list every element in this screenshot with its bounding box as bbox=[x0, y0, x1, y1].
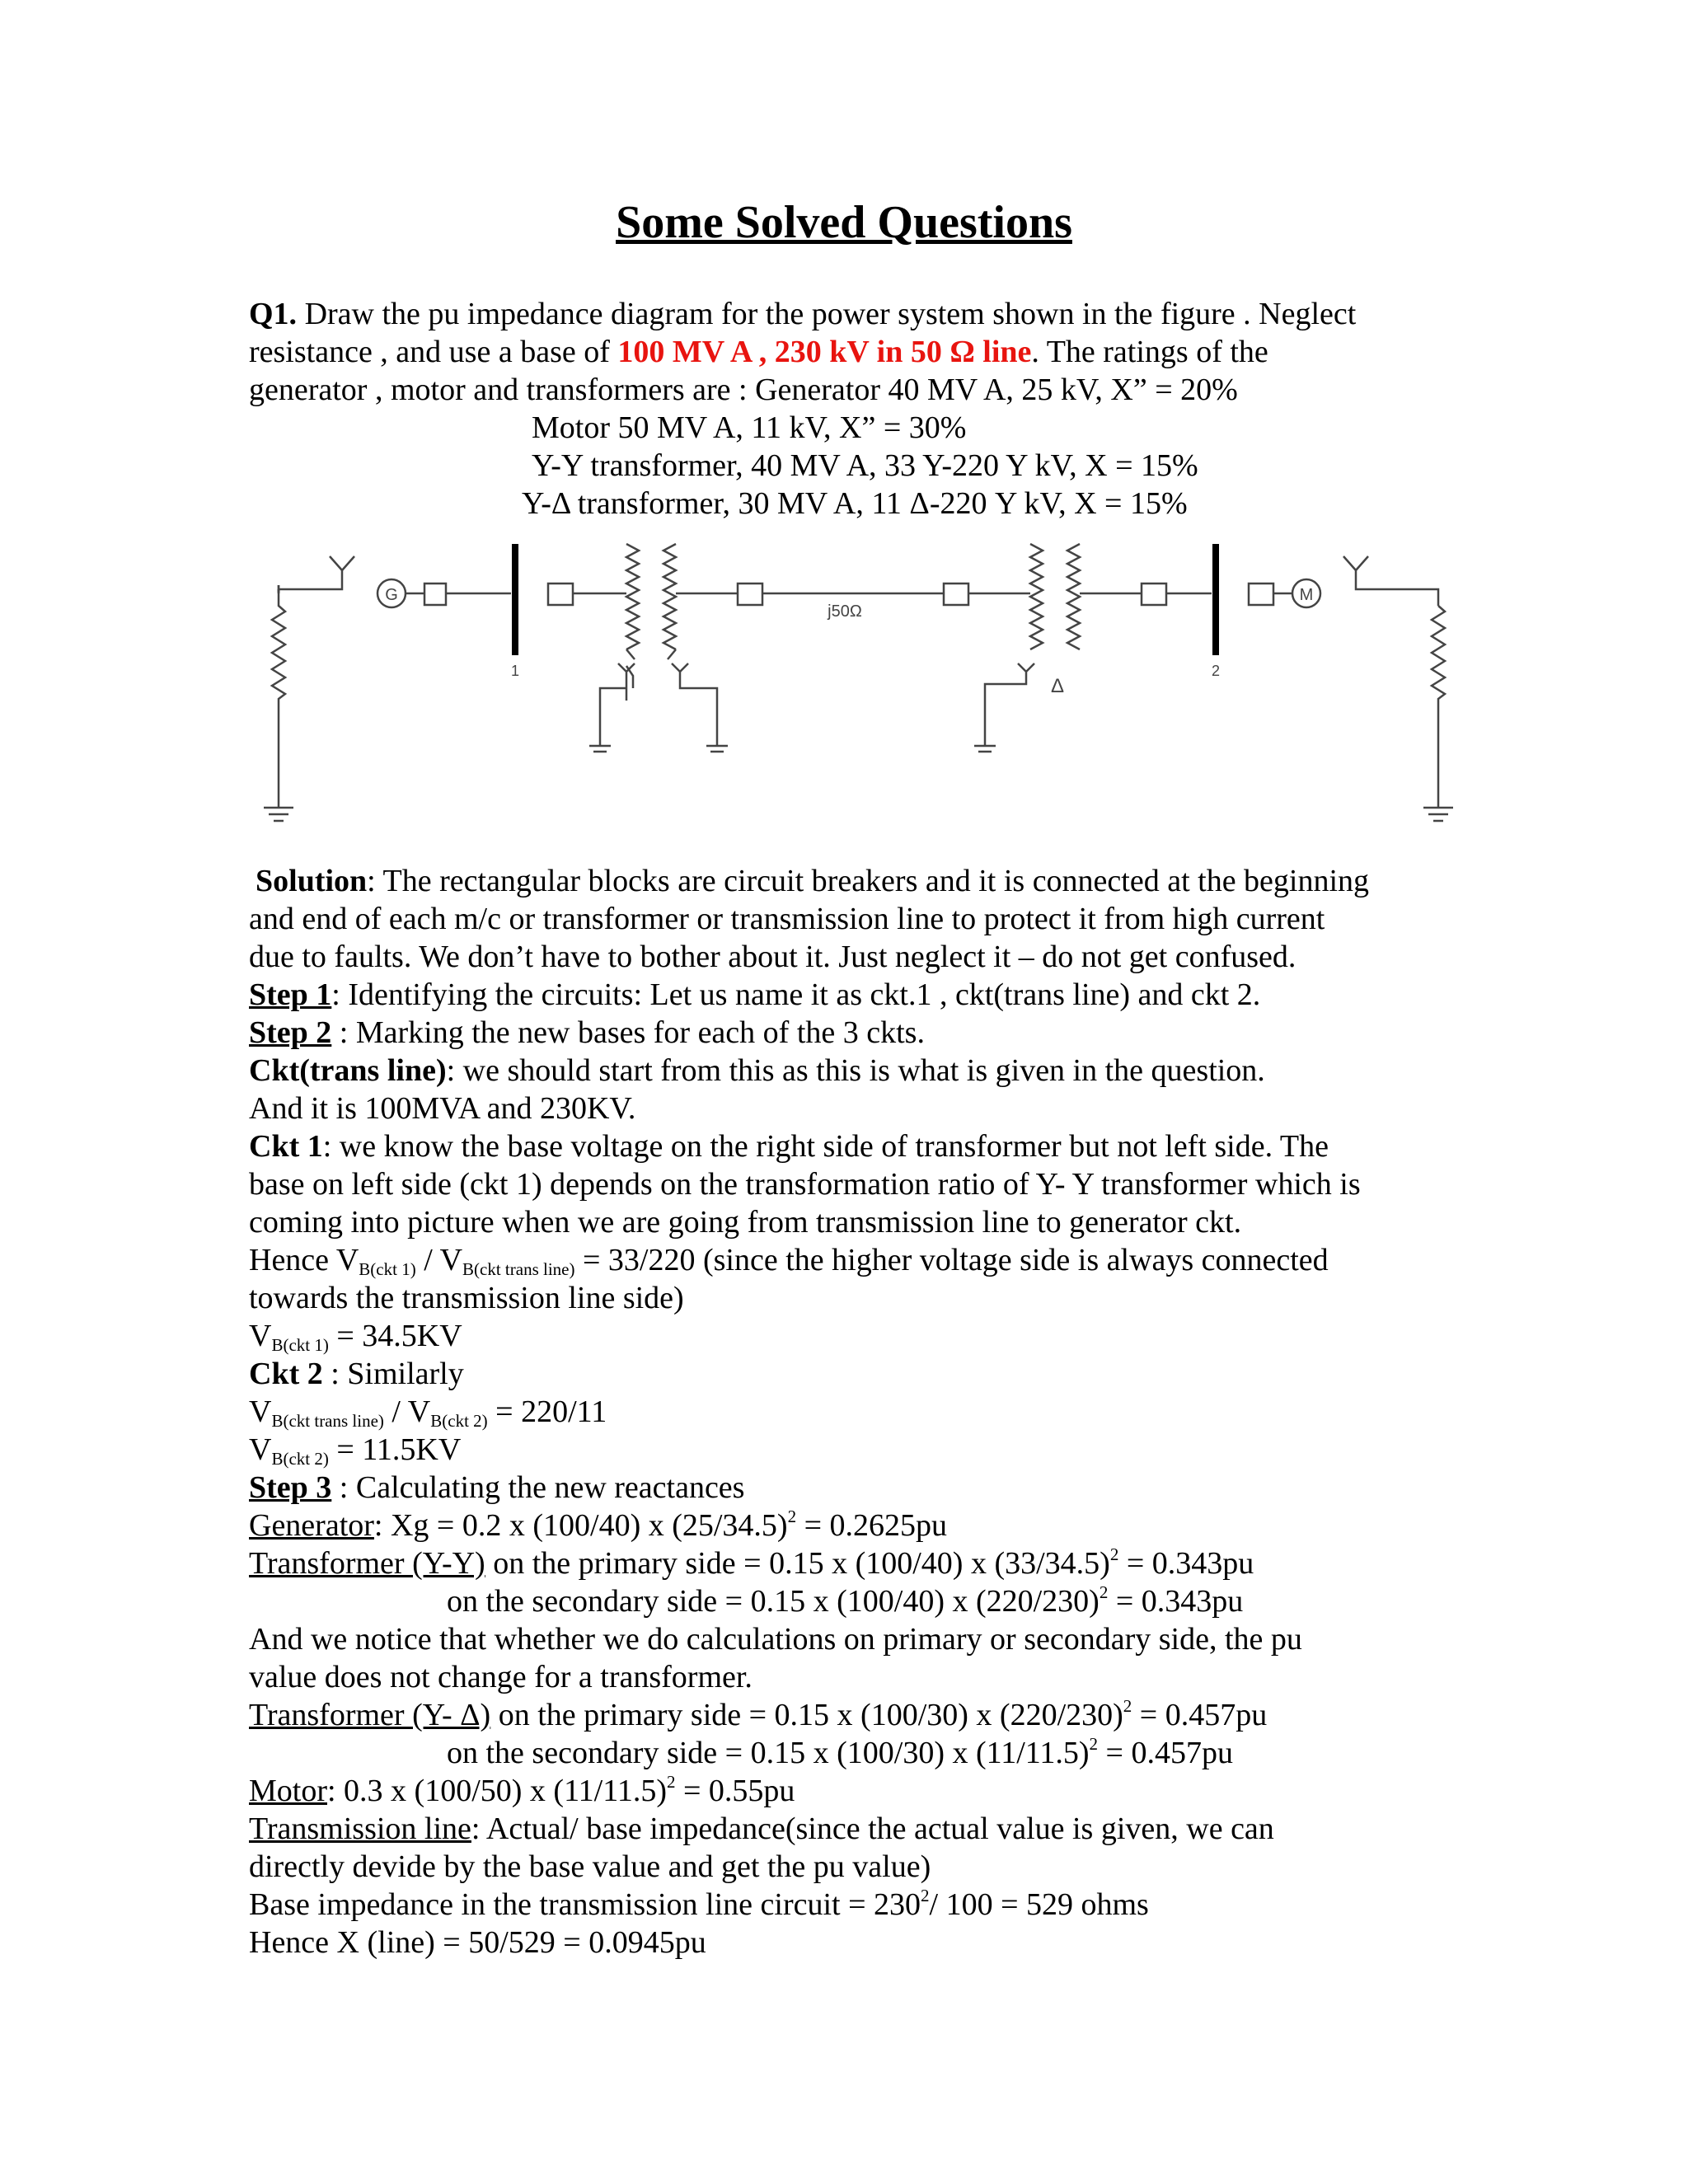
ydelta-transformer-icon bbox=[1030, 544, 1080, 649]
calc-text: = 0.55pu bbox=[675, 1774, 795, 1808]
breaker-3 bbox=[738, 583, 762, 605]
calc-text: = 0.343pu bbox=[1118, 1546, 1254, 1581]
motor-wye-icon bbox=[1343, 556, 1368, 570]
subscript: B(ckt trans line) bbox=[462, 1259, 575, 1279]
ratio-text: = 220/11 bbox=[487, 1394, 607, 1429]
vb-text: V bbox=[249, 1319, 272, 1353]
calc-text: on the primary side = 0.15 x (100/30) x (220/230) bbox=[490, 1698, 1123, 1732]
ckt-trans-line bbox=[249, 1052, 1265, 1090]
step-3-line bbox=[249, 1469, 744, 1507]
step-2-line bbox=[249, 1014, 925, 1052]
motor-heading: Motor bbox=[249, 1774, 327, 1808]
question-text: Draw the pu impedance diagram for the power system shown in the figure . Neglect bbox=[297, 297, 1357, 331]
calc-text: on the primary side = 0.15 x (100/40) x (33/34.5) bbox=[485, 1546, 1110, 1581]
breaker-5 bbox=[1142, 583, 1166, 605]
ckt-1-text: : we know the base voltage on the right side of transformer but not left side. The bbox=[322, 1129, 1329, 1164]
yy-transformer-rating: Y-Y transformer, 40 MV A, 33 Y-220 Y kV, X = 15% bbox=[532, 448, 1198, 483]
transformer-ydelta-heading: Transformer (Y- Δ) bbox=[249, 1698, 491, 1732]
yy-secondary-ground bbox=[672, 663, 728, 752]
superscript: 2 bbox=[787, 1507, 797, 1526]
delta-symbol: Δ bbox=[1051, 675, 1065, 697]
yy-primary-ground bbox=[589, 663, 635, 752]
line-reactance-result: Hence X (line) = 50/529 = 0.0945pu bbox=[249, 1925, 706, 1960]
breaker-6 bbox=[1249, 583, 1273, 605]
ckt-1-line-2: base on left side (ckt 1) depends on the transformation ratio of Y- Y transformer which is bbox=[249, 1167, 1361, 1202]
step-2-text: : Marking the new bases for each of the 3 ckts. bbox=[331, 1015, 925, 1050]
vb-text: V bbox=[249, 1432, 272, 1467]
generator-label: G bbox=[385, 586, 398, 604]
solution-line-1 bbox=[256, 862, 1369, 900]
ckt-trans-label: Ckt(trans line) bbox=[249, 1053, 447, 1088]
superscript: 2 bbox=[1123, 1696, 1132, 1716]
calc-text: = 0.457pu bbox=[1098, 1736, 1233, 1770]
calc-text: = 0.457pu bbox=[1132, 1698, 1268, 1732]
ckt-2-label: Ckt 2 bbox=[249, 1357, 323, 1391]
yy-transformer-icon bbox=[626, 544, 676, 659]
question-text: resistance , and use a base of bbox=[249, 335, 618, 369]
step-1-text: : Identifying the circuits: Let us name it as ckt.1 , ckt(trans line) and ckt 2. bbox=[331, 977, 1261, 1012]
ratio-1-line-2: towards the transmission line side) bbox=[249, 1281, 684, 1315]
yy-secondary-line bbox=[447, 1582, 1243, 1620]
ckt-trans-line-2: And it is 100MVA and 230KV. bbox=[249, 1091, 636, 1126]
question-text: . The ratings of the bbox=[1031, 335, 1268, 369]
vb-text: = 34.5KV bbox=[328, 1319, 462, 1353]
calc-text: = 0.2625pu bbox=[796, 1508, 948, 1543]
calc-text: : Actual/ base impedance(since the actual value is given, we can bbox=[471, 1811, 1274, 1846]
base-values-highlight: 100 MV A , 230 kV in 50 Ω line bbox=[617, 335, 1032, 369]
power-system-diagram bbox=[239, 511, 1475, 841]
generator-wye-icon bbox=[330, 556, 354, 570]
question-label: Q1. bbox=[249, 297, 298, 331]
ratio-text: / V bbox=[383, 1394, 431, 1429]
step-1-line bbox=[249, 976, 1260, 1014]
step-3-text: : Calculating the new reactances bbox=[331, 1470, 745, 1505]
ratio-text: = 33/220 (since the higher voltage side is always connected bbox=[574, 1243, 1329, 1277]
note-line-2: value does not change for a transformer. bbox=[249, 1660, 753, 1694]
question-line-1 bbox=[249, 295, 1356, 333]
yy-primary-line bbox=[249, 1544, 1254, 1582]
base-impedance-line bbox=[249, 1886, 1149, 1924]
superscript: 2 bbox=[1109, 1544, 1119, 1564]
subscript: B(ckt trans line) bbox=[271, 1411, 384, 1431]
solution-text: : The rectangular blocks are circuit breakers and it is connected at the beginning bbox=[367, 864, 1370, 898]
bus-1-label: 1 bbox=[510, 663, 520, 679]
solution-line-3: due to faults. We don’t have to bother about it. Just neglect it – do not get confused. bbox=[249, 940, 1296, 974]
solution-line-2: and end of each m/c or transformer or transmission line to protect it from high current bbox=[249, 902, 1325, 936]
ckt-trans-text: : we should start from this as this is what is given in the question. bbox=[446, 1053, 1265, 1088]
calc-text: : Xg = 0.2 x (100/40) x (25/34.5) bbox=[373, 1508, 788, 1543]
ydelta-transformer-rating: Y-Δ transformer, 30 MV A, 11 Δ-220 Y kV, X = 15% bbox=[522, 486, 1188, 521]
step-1-label: Step 1 bbox=[249, 977, 332, 1012]
ckt-1-line bbox=[249, 1127, 1329, 1165]
solution-label: Solution bbox=[256, 864, 368, 898]
transmission-line-line-2: directly devide by the base value and get the pu value) bbox=[249, 1849, 931, 1884]
calc-text: Base impedance in the transmission line circuit = 230 bbox=[249, 1887, 921, 1922]
calc-text: on the secondary side = 0.15 x (100/30) x (11/11.5) bbox=[447, 1736, 1090, 1770]
page-title: Some Solved Questions bbox=[616, 197, 1072, 248]
motor-label: M bbox=[1299, 586, 1314, 604]
ckt-1-label: Ckt 1 bbox=[249, 1129, 323, 1164]
subscript: B(ckt 1) bbox=[271, 1335, 329, 1355]
ckt-1-line-3: coming into picture when we are going from transmission line to generator ckt. bbox=[249, 1205, 1242, 1240]
transmission-line-heading: Transmission line bbox=[249, 1811, 471, 1846]
calc-text: on the secondary side = 0.15 x (100/40) x (220/230) bbox=[447, 1584, 1100, 1619]
motor-rating: Motor 50 MV A, 11 kV, X” = 30% bbox=[532, 410, 967, 445]
question-line-2 bbox=[249, 333, 1268, 371]
ckt-2-text: : Similarly bbox=[322, 1357, 464, 1391]
superscript: 2 bbox=[921, 1886, 930, 1905]
ckt-2-line bbox=[249, 1355, 464, 1393]
step-2-label: Step 2 bbox=[249, 1015, 332, 1050]
step-3-label: Step 3 bbox=[249, 1470, 332, 1505]
calc-text: = 0.343pu bbox=[1108, 1584, 1244, 1619]
transmission-line-line bbox=[249, 1810, 1274, 1848]
superscript: 2 bbox=[666, 1772, 676, 1792]
calc-text: / 100 = 529 ohms bbox=[929, 1887, 1149, 1922]
generator-reactance-line bbox=[249, 1507, 947, 1544]
generator-heading: Generator bbox=[249, 1508, 374, 1543]
subscript: B(ckt 1) bbox=[359, 1259, 416, 1279]
superscript: 2 bbox=[1099, 1582, 1109, 1602]
calc-text: : 0.3 x (100/50) x (11/11.5) bbox=[327, 1774, 667, 1808]
subscript: B(ckt 2) bbox=[271, 1449, 329, 1469]
breaker-2 bbox=[548, 583, 573, 605]
breaker-4 bbox=[944, 583, 968, 605]
ratio-text: / V bbox=[415, 1243, 463, 1277]
transformer-yy-heading: Transformer (Y-Y) bbox=[249, 1546, 485, 1581]
ydelta-wye-ground bbox=[974, 663, 1034, 752]
subscript: B(ckt 2) bbox=[430, 1411, 488, 1431]
ratio-text: V bbox=[249, 1394, 272, 1429]
motor-reactance-line bbox=[249, 1772, 795, 1810]
note-line-1: And we notice that whether we do calculations on primary or secondary side, the pu bbox=[249, 1622, 1302, 1657]
breaker-1 bbox=[424, 583, 446, 605]
right-grounding bbox=[1423, 606, 1453, 821]
line-impedance-label: j50Ω bbox=[828, 602, 862, 621]
left-grounding bbox=[264, 585, 293, 821]
superscript: 2 bbox=[1089, 1734, 1099, 1754]
ydelta-primary-line bbox=[249, 1696, 1267, 1734]
bus-2-label: 2 bbox=[1211, 663, 1221, 679]
ratio-text: Hence V bbox=[249, 1243, 359, 1277]
question-line-3: generator , motor and transformers are : Generator 40 MV A, 25 kV, X” = 20% bbox=[249, 373, 1238, 407]
vb-text: = 11.5KV bbox=[328, 1432, 462, 1467]
ydelta-secondary-line bbox=[447, 1734, 1233, 1772]
